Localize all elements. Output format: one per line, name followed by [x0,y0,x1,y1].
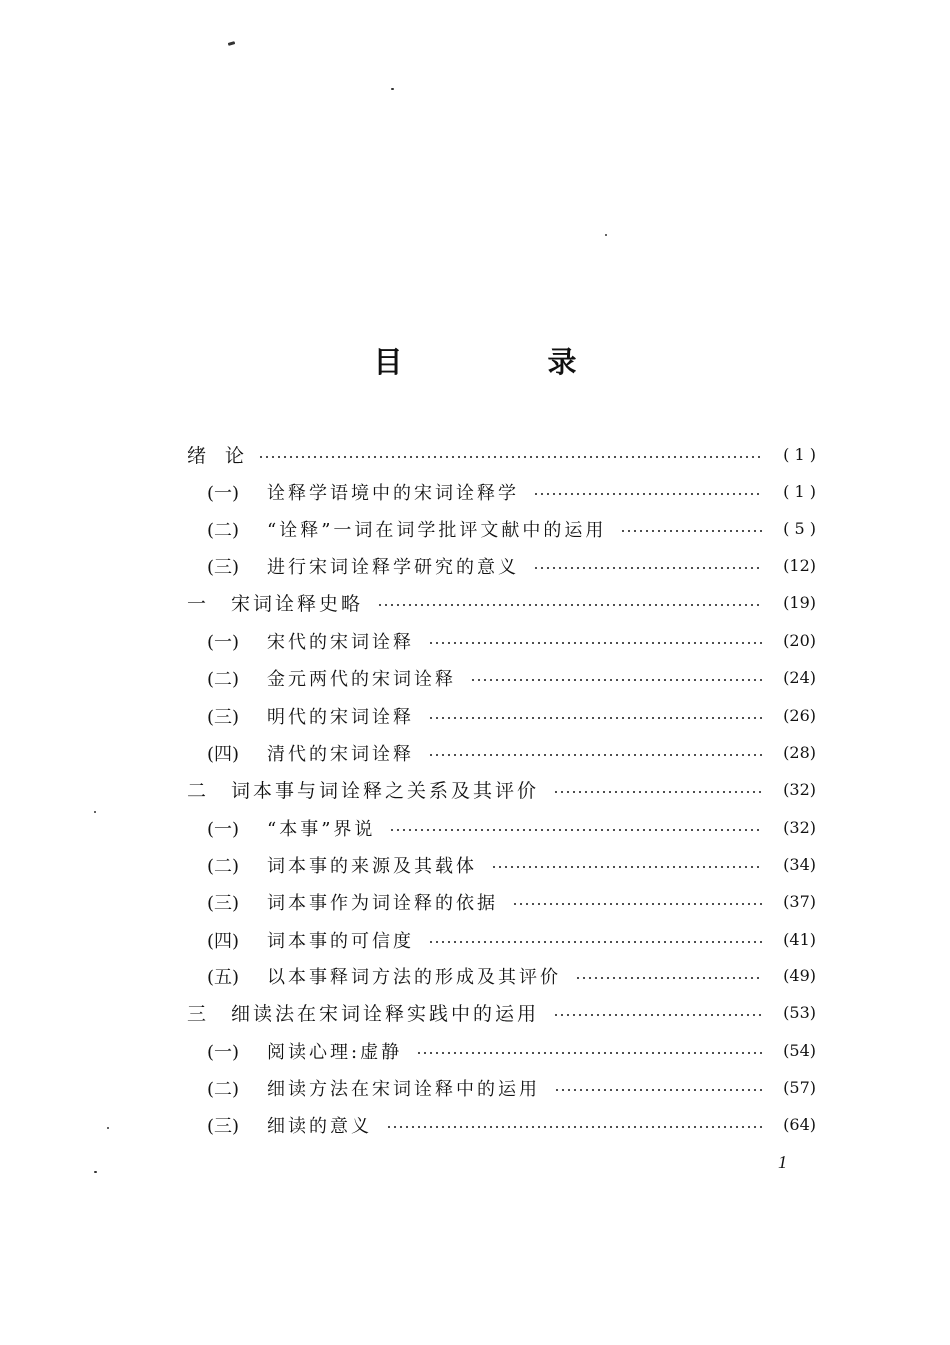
toc-section-entry[interactable] [207,957,816,994]
toc-section-entry[interactable] [207,883,816,920]
toc-entry-title: 细读方法在宋词诠释中的运用 [267,1078,540,1100]
toc-entry-number: (四) [207,743,240,765]
toc-page-number: (19) [783,593,816,612]
toc-entry-number: (一) [207,631,240,653]
dot-leader [470,679,762,681]
dot-leader [389,829,762,831]
toc-entry-label [207,927,414,953]
toc-entry-title: 诠释学语境中的宋词诠释学 [267,482,519,504]
toc-entry-title: 词本事作为词诠释的依据 [267,892,498,914]
toc-entry-label [207,703,414,729]
toc-page-number: (37) [783,892,816,911]
dot-leader [533,567,762,569]
toc-section-entry[interactable] [207,697,816,734]
toc-entry-label [207,479,519,505]
toc-entry-number: (二) [207,519,240,541]
dot-leader [620,530,762,532]
toc-page-number: (24) [783,668,816,687]
dot-leader [512,903,762,905]
dot-leader [553,1014,762,1016]
page-title: 目 录 [373,345,635,379]
toc-entry-title: 词本事的可信度 [267,930,414,952]
toc-entry-title: 词本事的来源及其载体 [267,855,477,877]
dot-leader [491,866,762,868]
toc-entry-label [207,516,606,542]
toc-chapter-entry[interactable] [187,584,816,621]
dot-leader [554,1089,762,1091]
scan-speck [228,41,236,46]
toc-section-entry[interactable] [207,659,816,696]
toc-entry-title: 宋代的宋词诠释 [267,631,414,653]
toc-entry-title: 明代的宋词诠释 [267,706,414,728]
toc-entry-title: 词本事与词诠释之关系及其评价 [231,780,540,802]
toc-page-number: (26) [783,706,816,725]
toc-section-entry[interactable] [207,846,816,883]
toc-page-number: (32) [783,780,816,799]
toc-page-number: (64) [783,1115,816,1134]
toc-section-entry[interactable] [207,809,816,846]
scan-speck [94,811,96,813]
toc-page-number: (49) [783,966,816,985]
toc-entry-title: 进行宋词诠释学研究的意义 [267,556,519,578]
toc-entry-title: 宋词诠释史略 [231,593,364,615]
toc-entry-label [207,1112,372,1138]
toc-entry-number: 二 [187,780,207,802]
dot-leader [533,493,762,495]
toc-entry-number: (三) [207,556,240,578]
toc-section-entry[interactable] [207,622,816,659]
toc-entry-number: (一) [207,1041,240,1063]
toc-chapter-entry[interactable] [187,994,816,1031]
toc-entry-number: (五) [207,966,240,988]
toc-page-number: ( 5 ) [783,519,816,538]
toc-section-entry[interactable] [207,1069,816,1106]
dot-leader [428,717,762,719]
toc-page-number: (28) [783,743,816,762]
toc-section-entry[interactable] [207,734,816,771]
toc-entry-label [187,441,244,468]
toc-section-entry[interactable] [207,921,816,958]
dot-leader [575,977,762,979]
toc-entry-label [207,665,456,691]
toc-entry-label [207,963,561,989]
toc-section-entry[interactable] [207,1106,816,1143]
toc-section-entry[interactable] [207,1032,816,1069]
toc-entry-number: (四) [207,930,240,952]
toc-entry-title: 细读法在宋词诠释实践中的运用 [231,1003,540,1025]
toc-page-number: (54) [783,1041,816,1060]
toc-page-number: (32) [783,818,816,837]
toc-page-number: (41) [783,930,816,949]
toc-page-number: (20) [783,631,816,650]
toc-entry-number: (二) [207,855,240,877]
dot-leader [416,1052,762,1054]
toc-entry-label [207,740,414,766]
toc-entry-label [187,589,363,616]
toc-entry-number: 一 [187,593,207,615]
toc-entry-number: (二) [207,668,240,690]
toc-chapter-entry[interactable] [187,436,816,473]
toc-page-number: (53) [783,1003,816,1022]
toc-page-number: (12) [783,556,816,575]
scan-speck [94,1171,97,1173]
dot-leader [258,456,762,458]
page-number: 1 [778,1152,787,1172]
toc-entry-label [207,628,414,654]
toc-page-number: ( 1 ) [783,482,816,501]
toc-entry-title: 金元两代的宋词诠释 [267,668,456,690]
dot-leader [428,642,762,644]
toc-entry-title: 阅读心理:虚静 [267,1041,403,1063]
toc-section-entry[interactable] [207,510,816,547]
scan-speck [605,234,607,236]
toc-entry-title: 细读的意义 [267,1115,372,1137]
toc-entry-title: 以本事释词方法的形成及其评价 [267,966,561,988]
toc-entry-number: 三 [187,1003,207,1025]
dot-leader [428,754,762,756]
toc-entry-label [207,889,498,915]
scan-speck [391,88,394,90]
dot-leader [428,941,762,943]
toc-entry-label [207,852,477,878]
toc-entry-number: (三) [207,1115,240,1137]
toc-entry-label [207,1075,540,1101]
toc-entry-number: 绪 论 [187,445,245,467]
toc-entry-number: (三) [207,892,240,914]
toc-entry-number: (三) [207,706,240,728]
toc-entry-label [187,776,539,803]
toc-entry-title: 清代的宋词诠释 [267,743,414,765]
toc-page-number: (34) [783,855,816,874]
toc-entry-number: (一) [207,818,240,840]
toc-chapter-entry[interactable] [187,771,816,808]
toc-entry-label [207,553,519,579]
toc-entry-label [207,815,375,841]
toc-entry-label [187,999,539,1026]
dot-leader [377,604,762,606]
toc-entry-title: “诠释”一词在词学批评文献中的运用 [267,519,607,541]
toc-entry-title: “本事”界说 [267,818,376,840]
toc-section-entry[interactable] [207,547,816,584]
dot-leader [386,1126,762,1128]
toc-section-entry[interactable] [207,473,816,510]
toc-page-number: ( 1 ) [783,445,816,464]
toc-entry-label [207,1038,402,1064]
toc-entry-number: (一) [207,482,240,504]
toc-entry-number: (二) [207,1078,240,1100]
toc-page-number: (57) [783,1078,816,1097]
scan-speck [107,1127,109,1129]
dot-leader [553,791,762,793]
